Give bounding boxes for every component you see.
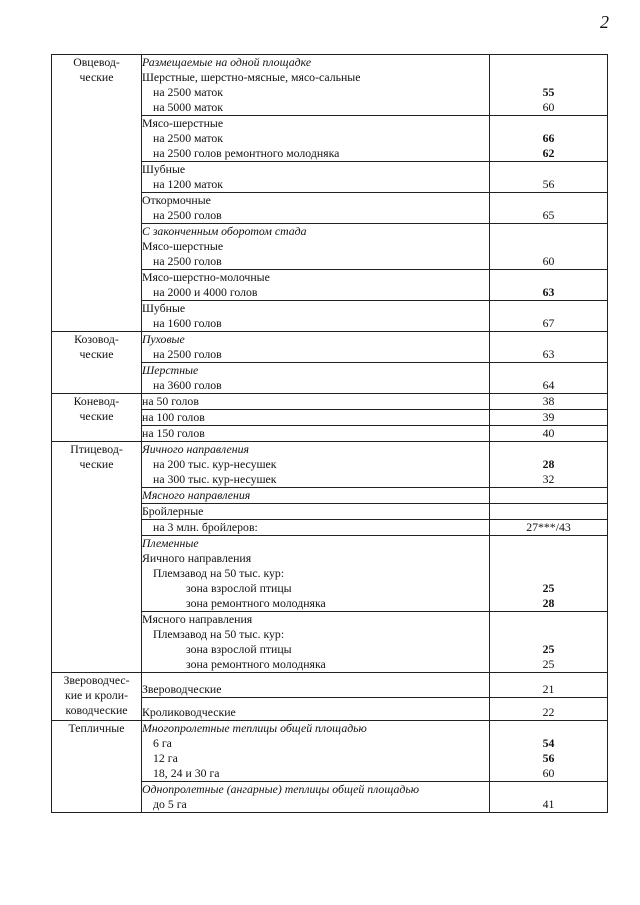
value-text: 32 — [542, 472, 555, 486]
value-cell — [490, 410, 608, 426]
value-cell — [490, 224, 608, 270]
value-text: 27***/43 — [526, 520, 571, 534]
description-line: Племзавод на 50 тыс. кур: — [153, 566, 285, 580]
facility-table — [51, 54, 608, 813]
description-line: С законченным оборотом стада — [142, 224, 307, 238]
category-label: ческие — [79, 347, 114, 361]
table-row — [52, 394, 608, 410]
value-text: 38 — [542, 394, 555, 408]
description-line: Кролиководческие — [142, 705, 236, 719]
description-line: 18, 24 и 30 га — [153, 766, 220, 780]
table-body — [52, 55, 608, 813]
description-line: Мясного направления — [142, 612, 253, 626]
value-empty — [490, 627, 607, 642]
description-line: 12 га — [153, 751, 178, 765]
value-cell — [490, 520, 608, 536]
description-cell — [142, 193, 490, 224]
value-text: 54 — [542, 736, 555, 750]
value-empty — [490, 488, 607, 503]
value-cell — [490, 55, 608, 116]
description-line: на 150 голов — [142, 426, 205, 440]
value-text: 62 — [542, 146, 555, 160]
value-empty — [490, 332, 607, 347]
description-cell — [142, 55, 490, 116]
category-label: Козовод- — [74, 332, 119, 346]
value-empty — [490, 566, 607, 581]
value-cell — [490, 612, 608, 673]
value-text: 56 — [542, 177, 555, 191]
description-line: на 2500 голов — [153, 208, 222, 222]
description-cell — [142, 410, 490, 426]
description-line: 6 га — [153, 736, 172, 750]
category-label: ческие — [79, 409, 114, 423]
description-cell — [142, 116, 490, 162]
description-line: на 1200 маток — [153, 177, 223, 191]
category-cell — [52, 394, 142, 442]
value-text: 28 — [542, 457, 555, 471]
value-cell — [490, 442, 608, 488]
description-cell — [142, 301, 490, 332]
description-cell — [142, 363, 490, 394]
value-text: 55 — [542, 85, 555, 99]
value-empty — [490, 193, 607, 208]
description-line: Шубные — [142, 162, 186, 176]
category-label: ческие — [79, 457, 114, 471]
description-line: Бройлерные — [142, 504, 204, 518]
value-text: 63 — [542, 285, 555, 299]
value-cell — [490, 394, 608, 410]
description-line: на 5000 маток — [153, 100, 223, 114]
value-empty — [490, 551, 607, 566]
value-text: 21 — [542, 682, 555, 696]
page-number: 2 — [600, 12, 609, 32]
value-text: 65 — [542, 208, 555, 222]
table-row — [52, 673, 608, 698]
value-cell — [490, 673, 608, 698]
value-cell — [490, 698, 608, 721]
description-cell — [142, 504, 490, 520]
value-text: 25 — [542, 657, 555, 671]
value-cell — [490, 270, 608, 301]
value-cell — [490, 162, 608, 193]
value-cell — [490, 504, 608, 520]
category-label: ководческие — [65, 703, 128, 717]
category-cell — [52, 442, 142, 673]
description-line: на 3600 голов — [153, 378, 222, 392]
value-empty — [490, 116, 607, 131]
description-line: Племзавод на 50 тыс. кур: — [153, 627, 285, 641]
value-text: 63 — [542, 347, 555, 361]
description-line: Шерстные — [142, 363, 199, 377]
description-line: на 2500 маток — [153, 85, 223, 99]
value-text: 39 — [542, 410, 555, 424]
description-line: на 200 тыс. кур-несушек — [153, 457, 277, 471]
description-line: на 2500 голов — [153, 254, 222, 268]
description-line: зона ремонтного молодняка — [186, 657, 326, 671]
category-cell — [52, 55, 142, 332]
description-line: на 2500 голов ремонтного молодняка — [153, 146, 340, 160]
value-text: 41 — [542, 797, 555, 811]
description-line: Мясо-шерстно-молочные — [142, 270, 270, 284]
value-text: 25 — [542, 581, 555, 595]
description-line: Откормочные — [142, 193, 211, 207]
value-text: 64 — [542, 378, 555, 392]
description-cell — [142, 782, 490, 813]
table-row — [52, 442, 608, 488]
table-row — [52, 55, 608, 116]
table-row — [52, 721, 608, 782]
description-line: Шубные — [142, 301, 186, 315]
description-line: Яичного направления — [142, 551, 252, 565]
description-cell — [142, 673, 490, 698]
value-empty — [490, 504, 607, 519]
table-row — [52, 332, 608, 363]
value-cell — [490, 426, 608, 442]
description-cell — [142, 332, 490, 363]
description-cell — [142, 442, 490, 488]
value-cell — [490, 301, 608, 332]
category-label: Коневод- — [73, 394, 120, 408]
value-text: 40 — [542, 426, 555, 440]
value-empty — [490, 224, 607, 239]
value-text: 67 — [542, 316, 555, 330]
description-cell — [142, 721, 490, 782]
value-empty — [490, 442, 607, 457]
value-empty — [490, 612, 607, 627]
value-cell — [490, 536, 608, 612]
value-cell — [490, 721, 608, 782]
category-cell — [52, 673, 142, 721]
value-empty — [490, 301, 607, 316]
description-cell — [142, 162, 490, 193]
description-line: зона взрослой птицы — [186, 581, 292, 595]
description-line: на 2500 голов — [153, 347, 222, 361]
description-line: до 5 га — [153, 797, 187, 811]
category-label: Овцевод- — [73, 55, 120, 69]
category-label: ческие — [79, 70, 114, 84]
value-empty — [490, 536, 607, 551]
category-cell — [52, 332, 142, 394]
value-empty — [490, 270, 607, 285]
description-line: на 1600 голов — [153, 316, 222, 330]
description-line: Мясного направления — [142, 488, 251, 502]
description-line: Многопролетные теплицы общей площадью — [142, 721, 367, 735]
category-label: кие и кроли- — [65, 688, 128, 702]
value-empty — [490, 721, 607, 736]
description-cell — [142, 224, 490, 270]
value-cell — [490, 332, 608, 363]
value-text: 25 — [542, 642, 555, 656]
description-line: Размещаемые на одной площадке — [142, 55, 312, 69]
description-line: на 300 тыс. кур-несушек — [153, 472, 277, 486]
description-line: Однопролетные (ангарные) теплицы общей площадью — [142, 782, 420, 796]
description-line: Мясо-шерстные — [142, 116, 224, 130]
value-empty — [490, 363, 607, 378]
description-cell — [142, 394, 490, 410]
value-text: 60 — [542, 254, 555, 268]
category-label: Птицевод- — [70, 442, 123, 456]
category-label: Тепличные — [68, 721, 125, 735]
description-line: на 3 млн. бройлеров: — [153, 520, 258, 534]
value-empty — [490, 782, 607, 797]
description-line: Пуховые — [142, 332, 185, 346]
description-line: на 100 голов — [142, 410, 205, 424]
value-empty — [490, 239, 607, 254]
description-line: Мясо-шерстные — [142, 239, 224, 253]
description-line: на 2500 маток — [153, 131, 223, 145]
description-line: Племенные — [142, 536, 199, 550]
value-empty — [490, 55, 607, 70]
description-line: Звероводческие — [142, 682, 222, 696]
description-cell — [142, 536, 490, 612]
description-cell — [142, 698, 490, 721]
value-text: 22 — [542, 705, 555, 719]
value-empty — [490, 162, 607, 177]
description-cell — [142, 612, 490, 673]
value-text: 60 — [542, 100, 555, 114]
description-cell — [142, 426, 490, 442]
description-line: зона взрослой птицы — [186, 642, 292, 656]
category-cell — [52, 721, 142, 813]
description-cell — [142, 520, 490, 536]
value-text: 28 — [542, 596, 555, 610]
value-cell — [490, 488, 608, 504]
description-line: Яичного направления — [142, 442, 249, 456]
value-cell — [490, 363, 608, 394]
value-empty — [490, 70, 607, 85]
value-cell — [490, 116, 608, 162]
value-text: 66 — [542, 131, 555, 145]
category-label: Звероводчес- — [63, 673, 130, 687]
description-line: на 50 голов — [142, 394, 199, 408]
value-cell — [490, 193, 608, 224]
value-cell — [490, 782, 608, 813]
description-line: зона ремонтного молодняка — [186, 596, 326, 610]
value-text: 56 — [542, 751, 555, 765]
description-line: Шерстные, шерстно-мясные, мясо-сальные — [142, 70, 361, 84]
description-cell — [142, 270, 490, 301]
description-line: на 2000 и 4000 голов — [153, 285, 258, 299]
description-cell — [142, 488, 490, 504]
value-text: 60 — [542, 766, 555, 780]
